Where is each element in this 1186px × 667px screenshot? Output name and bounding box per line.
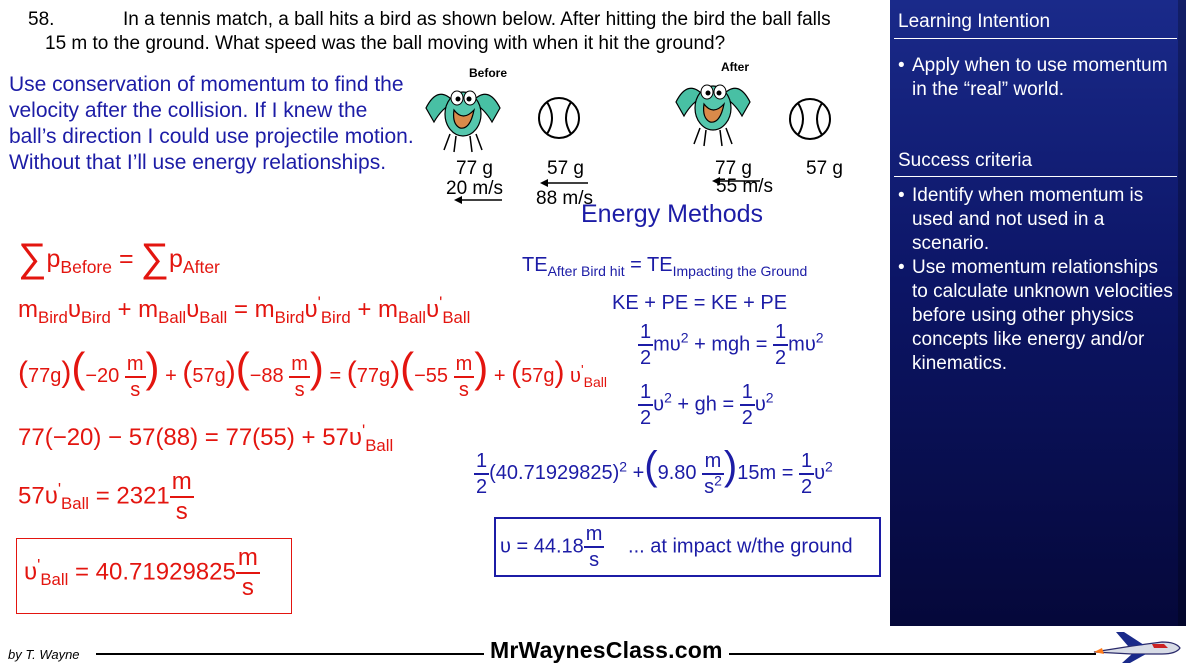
energy-numeric-equation: $\frac{1}{2}$ $(40.71929825)^2 +(9.80$ $\frac{m}{s^2}$ )15m = $\frac{1}{2}$ $\upsilon^2$: [476, 444, 833, 498]
v-symbol: υ: [304, 296, 318, 323]
equals-sign: =: [233, 296, 248, 323]
unit-fraction: [454, 354, 475, 400]
arrow-left-icon: [540, 178, 590, 188]
momentum-numeric-equation: (77g)(−20 $\frac{m}{s}$ ) + (57g)(−88 $\frac{m}{s}$ ) = (77g)(−55 $\frac{m}{s}$ ) + (57g) $\upsilon'_{Ball}$: [18, 344, 607, 401]
ball-subscript: Ball: [365, 435, 394, 455]
gravity-value: 9.80: [657, 462, 697, 484]
unit-m: m: [585, 523, 603, 545]
unit-s: s: [236, 572, 260, 600]
half-fraction: [638, 382, 653, 428]
ball-subscript: Ball: [199, 307, 228, 327]
equals-sign: =: [118, 245, 134, 273]
energy-full-equation: $\frac{1}{2}$ $m\upsilon^2$ + mgh = $\frac{1}{2}$ $m\upsilon^2$: [640, 321, 824, 369]
unit-m: m: [171, 468, 192, 495]
v-symbol: υ: [24, 558, 38, 586]
te-subscript-1: After Bird hit: [547, 263, 625, 279]
prime-mark: ': [37, 555, 41, 575]
v-term: υ: [754, 393, 766, 416]
energy-te-equation: $TE_{After Bird hit} = TE_{Impacting the Ground}$: [522, 254, 808, 279]
unit-s: s: [170, 496, 194, 524]
bird-subscript: Bird: [80, 307, 111, 327]
fraction-numerator: 1: [775, 321, 787, 343]
fraction-denominator: 2: [638, 344, 653, 368]
v-symbol: υ: [348, 424, 363, 451]
momentum-solve-equation: [18, 470, 194, 524]
momentum-arithmetic-equation: [18, 421, 394, 455]
value-77g: 77g: [356, 365, 391, 387]
value-minus-20: −20: [85, 365, 120, 387]
bird-subscript: Bird: [38, 307, 68, 327]
bird-subscript: Bird: [274, 307, 305, 327]
te-symbol: TE: [647, 254, 673, 276]
problem-line-1: In a tennis match, a ball hits a bird as shown below. After hitting the bird the ball falls: [123, 9, 831, 30]
half-fraction: [773, 322, 788, 368]
m-symbol: m: [138, 296, 159, 323]
jet-logo-icon: [1092, 630, 1182, 664]
intro-text: Use conservation of momentum to find the velocity after the collision. If I knew the ball’s direction I could use projectile motion. Without that I’ll use energy relationships.: [9, 73, 414, 174]
unit-fraction: [236, 546, 260, 600]
before-label: Before: [469, 66, 508, 80]
prime-mark: ': [439, 293, 443, 312]
unit-s: s: [704, 475, 715, 498]
bird-speed-after: 55 m/s: [716, 176, 774, 197]
unit-fraction: [289, 354, 310, 400]
mv-term: mυ: [788, 333, 816, 356]
energy-title: Energy Methods: [581, 200, 764, 228]
prime-mark: ': [580, 361, 584, 378]
fraction-denominator: 2: [740, 404, 755, 428]
mv-term: mυ: [653, 333, 681, 356]
half-fraction: [638, 322, 653, 368]
ball-subscript: Ball: [442, 307, 471, 327]
value-2321: = 2321: [95, 482, 170, 510]
list-item: • Identify when momentum is used and not used in a scenario.: [898, 184, 1176, 256]
bird-after-icon: [670, 72, 756, 150]
unit-m: m: [291, 352, 308, 375]
unit-m: m: [704, 449, 722, 472]
mgh-term: + mgh =: [694, 333, 768, 356]
value-minus-88: −88: [249, 365, 284, 387]
ball-subscript: Ball: [583, 374, 607, 390]
gh-term: + gh =: [677, 393, 735, 416]
coefficient-57: 57: [18, 482, 45, 510]
sidebar: [890, 0, 1186, 626]
v-symbol: υ: [186, 296, 200, 323]
value-minus-55: −55: [414, 365, 449, 387]
bird-subscript: Bird: [320, 307, 351, 327]
unit-s: s: [584, 546, 605, 570]
m-symbol: m: [378, 296, 399, 323]
te-symbol: TE: [522, 254, 548, 276]
v-term: υ: [653, 393, 665, 416]
prime-mark: ': [362, 421, 366, 440]
unit-fraction: [170, 470, 194, 524]
ball-speed-before: 88 m/s: [536, 188, 594, 209]
result-value: υ = 44.18: [500, 535, 584, 558]
bird-mass-before: 77 g: [456, 158, 493, 179]
value-57g: 57g: [192, 365, 226, 387]
fraction-denominator: 2: [638, 404, 653, 428]
v-term: υ: [814, 462, 826, 484]
problem-number: 58.: [28, 9, 55, 30]
after-subscript: After: [182, 257, 220, 277]
value-77g: 77g: [28, 365, 62, 387]
unit-s: s: [125, 376, 146, 400]
problem-line-2: 15 m to the ground. What speed was the ball moving with when it hit the ground?: [45, 33, 726, 54]
unit-m: m: [455, 352, 473, 375]
fraction-numerator: 1: [800, 449, 813, 472]
ball-subscript: Ball: [40, 570, 69, 590]
ball-subscript: Ball: [398, 307, 426, 327]
half-fraction: [799, 451, 814, 497]
height-value: 15m =: [737, 462, 794, 484]
learning-intention-title: Learning Intention: [898, 11, 1051, 32]
arrow-left-icon: [454, 195, 504, 205]
te-subscript-2: Impacting the Ground: [672, 263, 808, 279]
prime-mark: ': [317, 293, 321, 312]
unit-fraction: [125, 354, 146, 400]
momentum-answer: [24, 546, 260, 600]
plus-sign: +: [493, 365, 506, 387]
energy-result: [500, 524, 853, 570]
energy-ke-pe-equation: KE + PE = KE + PE: [612, 292, 788, 314]
ball-subscript: Ball: [61, 494, 90, 514]
half-fraction: [740, 382, 755, 428]
list-item: • Use momentum relationships to calculate unknown velocities before using other physics concepts like energy and/or kinematics.: [898, 256, 1176, 376]
energy-simplified-equation: $\frac{1}{2}$ $\upsilon^2$ + gh = $\frac{1}{2}$ $\upsilon^2$: [640, 381, 774, 429]
fraction-numerator: 1: [640, 381, 652, 403]
sigma-symbol: ∑: [18, 236, 47, 280]
ball-after-icon: [788, 97, 832, 141]
plus-sign: +: [117, 296, 132, 323]
speed-value: (40.71929825): [489, 462, 620, 484]
ball-mass-after: 57 g: [806, 158, 843, 179]
author-credit: by T. Wayne: [8, 647, 80, 662]
bird-mass-after: 77 g: [715, 158, 752, 179]
bird-before-icon: [420, 78, 506, 156]
divider: [894, 38, 1177, 39]
sigma-symbol: ∑: [140, 236, 170, 280]
fraction-numerator: 1: [640, 321, 652, 343]
v-symbol: υ: [570, 365, 581, 387]
prime-mark: ': [57, 479, 62, 499]
bird-speed-before: 20 m/s: [446, 178, 504, 199]
ball-before-icon: [537, 96, 581, 140]
v-symbol: υ: [67, 296, 81, 323]
p-symbol: p: [46, 245, 61, 273]
fraction-denominator: 2: [474, 473, 489, 497]
fraction-numerator: 1: [476, 449, 488, 472]
unit-m: m: [237, 544, 258, 571]
answer-value: = 40.71929825: [75, 558, 236, 586]
half-fraction: [474, 451, 489, 497]
divider: [894, 176, 1177, 177]
success-criteria-title: Success criteria: [898, 150, 1033, 171]
learning-intention-list: [898, 54, 1176, 102]
unit-s: s: [289, 376, 310, 400]
fraction-denominator: 2: [799, 473, 814, 497]
ball-mass-before: 57 g: [547, 158, 584, 179]
v-symbol: υ: [426, 296, 440, 323]
unit-s2: $s^2$: [704, 472, 722, 498]
ball-subscript: Ball: [158, 307, 187, 327]
after-label: After: [721, 60, 750, 74]
v-symbol: υ: [44, 482, 58, 510]
unit-fraction: [702, 451, 724, 497]
momentum-symbol-equation: [18, 293, 471, 327]
value-57g: 57g: [521, 365, 555, 387]
result-note: ... at impact w/the ground: [628, 535, 853, 558]
arithmetic-text: 77(−20) − 57(88) = 77(55) + 57: [18, 424, 349, 451]
equals-sign: =: [329, 365, 342, 387]
m-symbol: m: [254, 296, 275, 323]
m-symbol: m: [18, 296, 38, 323]
before-subscript: Before: [60, 257, 112, 277]
site-name[interactable]: MrWaynesClass.com: [484, 637, 729, 664]
success-criteria-list: [898, 184, 1176, 376]
unit-m: m: [126, 352, 144, 375]
unit-fraction: [584, 524, 605, 570]
p-symbol: p: [169, 245, 183, 273]
list-item: • Apply when to use momentum in the “real” world.: [898, 54, 1176, 102]
plus-sign: +: [165, 365, 177, 387]
fraction-numerator: 1: [741, 381, 753, 403]
momentum-sum-equation: [18, 236, 220, 281]
plus-sign: +: [357, 296, 372, 323]
unit-s: s: [454, 376, 475, 400]
fraction-denominator: 2: [773, 344, 788, 368]
